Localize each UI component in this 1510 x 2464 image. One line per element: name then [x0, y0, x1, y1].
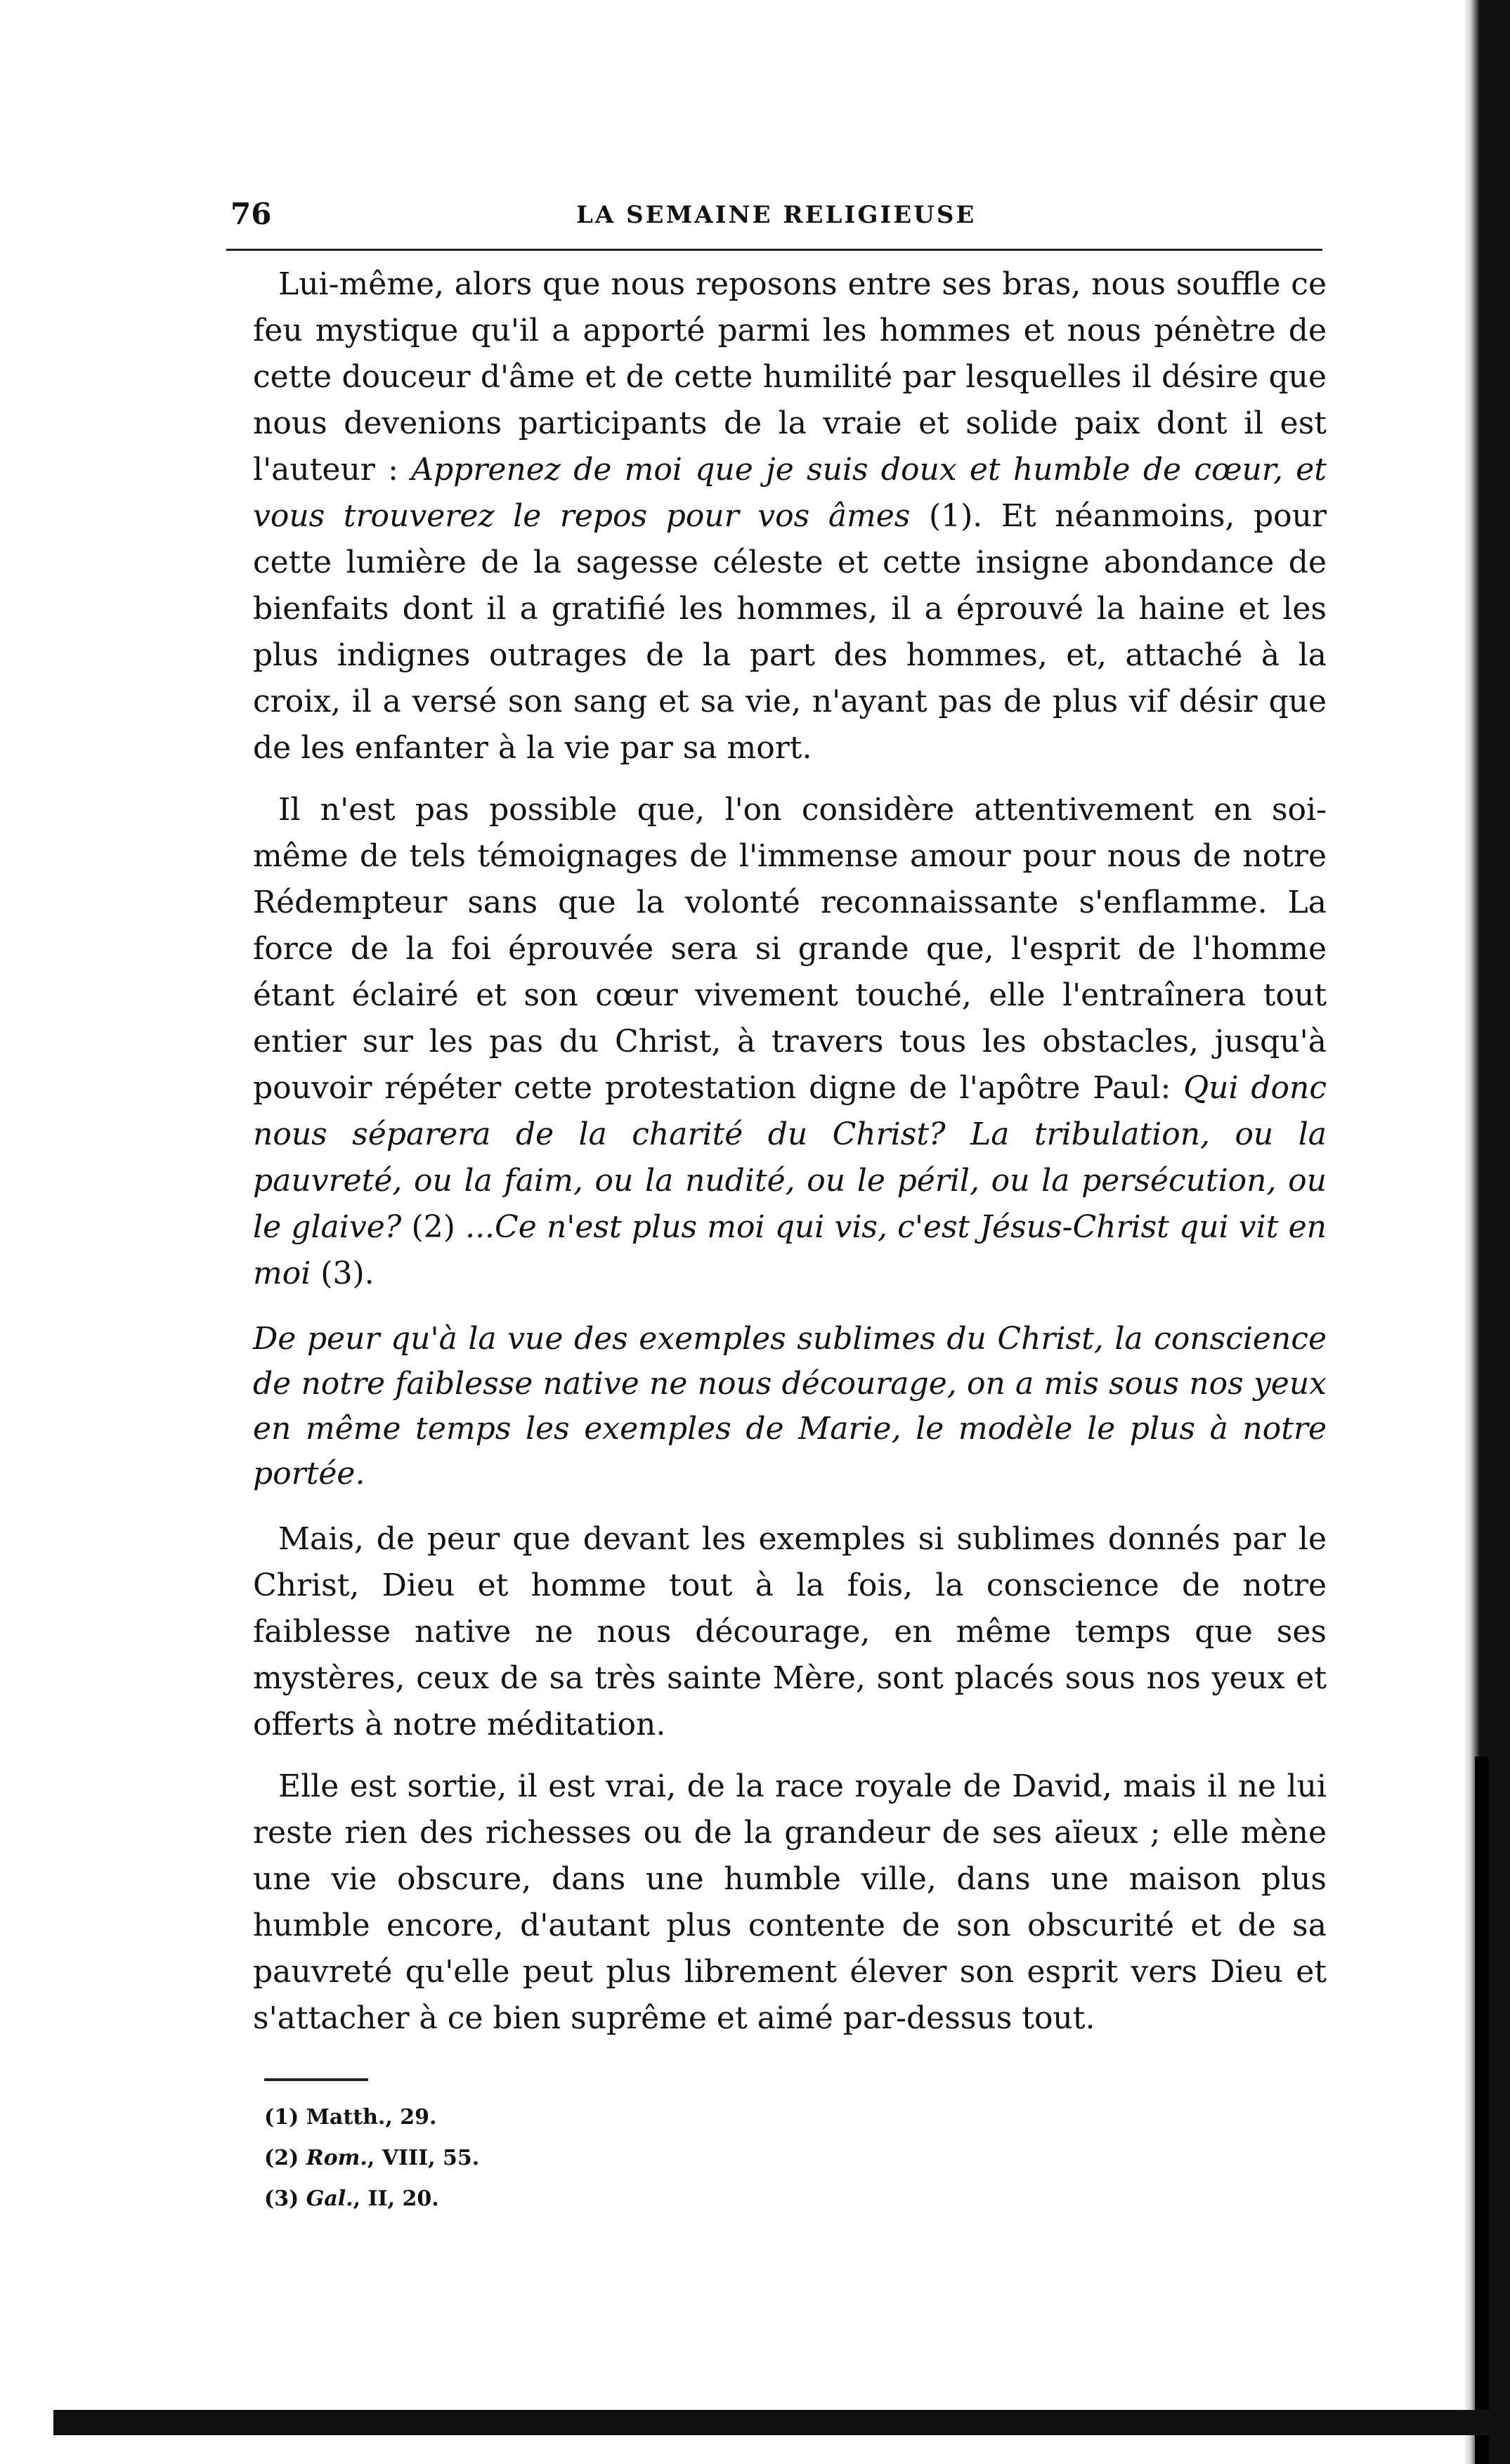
footnote-rule [264, 2078, 368, 2081]
footnote-number: (3) [264, 2186, 299, 2211]
paragraph-1-continued: Et néanmoins, pour cette lumière de la sagesse céleste et cette insigne abondance de bienfaits dont il a gratifié les hommes, il a éprouvé la haine et les plus indignes outrages de la part des hommes, et, attaché à la croix, il a versé son sang et sa vie, n'ayant pas de plus vif désir que de les enfanter à la vie par sa mort. [253, 498, 1327, 766]
scripture-quote: Qui donc nous séparera de la charité du Christ? La tribulation, ou la pauvreté, ou la faim, ou la nudité, ou le péril, ou la persécution, ou le glaive? [253, 1070, 1327, 1245]
paragraph-4: Elle est sortie, il est vrai, de la race royale de David, mais il ne lui reste rien des richesses ou de la grandeur de ses aïeux ; elle mène une vie obscure, dans une humble ville, dans une maison plus humble encore, d'autant plus contente de son obscurité et de sa pauvreté qu'elle peut plus librement élever son esprit vers Dieu et s'attacher à ce bien suprême et aimé par-dessus tout. [253, 1768, 1327, 2036]
scripture-quote: ...Ce n'est plus moi qui vis, c'est Jésus-Christ qui vit en moi [253, 1209, 1327, 1291]
running-head: LA SEMAINE RELIGIEUSE [576, 201, 977, 229]
footnote-number: (1) [264, 2105, 299, 2130]
footnote-ref: (1). [910, 498, 1001, 534]
footnote-text: , II, 20. [353, 2186, 439, 2211]
page-number: 76 [230, 197, 272, 231]
paragraph-2-text: Il n'est pas possible que, l'on considère attentivement en soi-même de tels témoignages de l'immense amour pour nous de notre Rédempteur sans que la volonté reconnaissante s'enflamme. La force de la foi éprouvée sera si grande que, l'esprit de l'homme étant éclairé et son cœur vivement touché, elle l'entraînera tout entier sur les pas du Christ, à travers tous les obstacles, jusqu'à pouvoir répéter cette protestation digne de l'apôtre Paul: [253, 792, 1327, 1106]
footnote-1 [264, 2097, 479, 2138]
footnote-ref: (2) [401, 1209, 466, 1245]
scan-bottom-edge [53, 2410, 1510, 2435]
paragraph-3: Mais, de peur que devant les exemples si sublimes donnés par le Christ, Dieu et homme tout à la fois, la conscience de notre faiblesse native ne nous décourage, en même temps que ses mystères, ceux de sa très sainte Mère, sont placés sous nos yeux et offerts à notre méditation. [253, 1521, 1327, 1742]
body-text [253, 261, 1327, 2042]
header-rule [226, 249, 1322, 251]
paragraph-1 [253, 261, 1327, 771]
scripture-quote: Apprenez de moi que je suis doux et humble de cœur, et vous trouverez le repos pour vos âmes [253, 452, 1327, 534]
footnote-text: , VIII, 55. [367, 2146, 480, 2170]
footnote-number: (2) [264, 2146, 299, 2170]
paragraph-2 [253, 787, 1327, 1297]
footnote-book: Gal. [306, 2186, 353, 2211]
footnote-2 [264, 2138, 479, 2179]
footnote-3 [264, 2179, 479, 2219]
italic-summary: De peur qu'à la vue des exemples sublimes du Christ, la conscience de notre faiblesse native ne nous décourage, on a mis sous nos yeux en même temps les exemples de Marie, le modèle le plus à notre portée. [253, 1321, 1327, 1492]
footnote-text: Matth., 29. [306, 2105, 437, 2130]
footnotes [264, 2097, 479, 2219]
paragraph-1-text: Lui-même, alors que nous reposons entre ses bras, nous souffle ce feu mystique qu'il a apporté parmi les hommes et nous pénètre de cette douceur d'âme et de cette humilité par lesquelles il désire que nous devenions participants de la vraie et solide paix dont il est l'auteur : [253, 266, 1327, 488]
scan-edge-dark [1475, 1756, 1489, 2464]
footnote-book: Rom. [306, 2146, 367, 2170]
footnote-ref: (3). [311, 1256, 375, 1291]
